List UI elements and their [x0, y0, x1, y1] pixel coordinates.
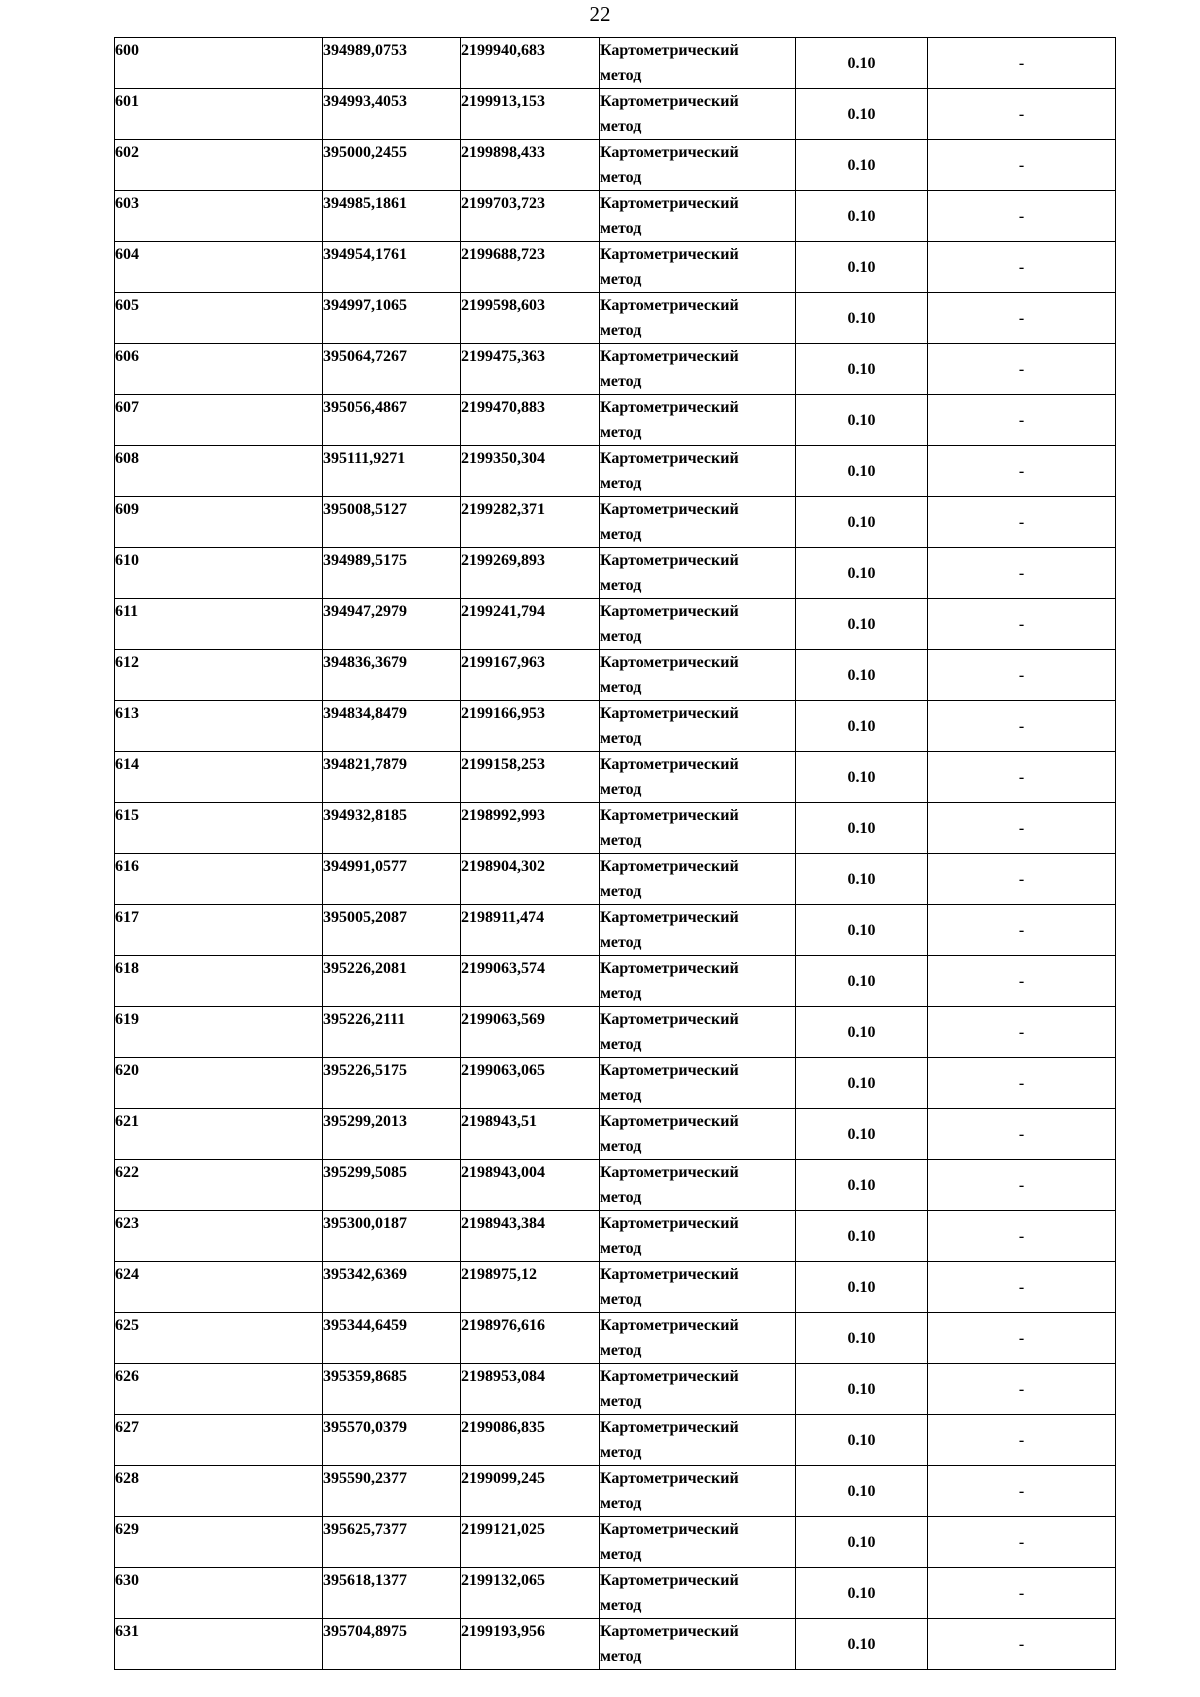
method-label-line1: Картометрический: [600, 246, 739, 263]
point-number-cell: 606: [115, 344, 323, 395]
method-cell: [600, 1517, 796, 1568]
x-coordinate-cell: 395056,4867: [323, 395, 461, 446]
note-cell: -: [928, 140, 1116, 191]
method-label-line1: Картометрический: [600, 348, 739, 365]
note-cell: -: [928, 854, 1116, 905]
accuracy-cell: 0.10: [796, 905, 928, 956]
accuracy-cell: 0.10: [796, 191, 928, 242]
y-coordinate-cell: 2198975,12: [461, 1262, 600, 1313]
method-label-line2: метод: [600, 781, 642, 798]
method-label-line2: метод: [600, 1189, 642, 1206]
method-label-line2: метод: [600, 271, 642, 288]
method-cell: [600, 446, 796, 497]
method-label-line2: метод: [600, 1342, 642, 1359]
table-row: [115, 344, 1116, 395]
method-cell: [600, 1262, 796, 1313]
method-label-line2: метод: [600, 883, 642, 900]
table-row: [115, 956, 1116, 1007]
method-label-line2: метод: [600, 1546, 642, 1563]
point-number-cell: 623: [115, 1211, 323, 1262]
method-label-line2: метод: [600, 322, 642, 339]
y-coordinate-cell: 2199099,245: [461, 1466, 600, 1517]
table-row: [115, 1517, 1116, 1568]
table-row: [115, 1109, 1116, 1160]
note-cell: -: [928, 293, 1116, 344]
y-coordinate-cell: 2199703,723: [461, 191, 600, 242]
accuracy-cell: 0.10: [796, 1415, 928, 1466]
accuracy-cell: 0.10: [796, 752, 928, 803]
x-coordinate-cell: 394989,5175: [323, 548, 461, 599]
x-coordinate-cell: 395008,5127: [323, 497, 461, 548]
point-number-cell: 608: [115, 446, 323, 497]
y-coordinate-cell: 2199475,363: [461, 344, 600, 395]
table-row: [115, 650, 1116, 701]
x-coordinate-cell: 395618,1377: [323, 1568, 461, 1619]
x-coordinate-cell: 395704,8975: [323, 1619, 461, 1670]
accuracy-cell: 0.10: [796, 1211, 928, 1262]
point-number-cell: 617: [115, 905, 323, 956]
note-cell: -: [928, 1007, 1116, 1058]
y-coordinate-cell: 2199166,953: [461, 701, 600, 752]
method-label-line2: метод: [600, 1648, 642, 1665]
method-label-line2: метод: [600, 730, 642, 747]
point-number-cell: 629: [115, 1517, 323, 1568]
point-number-cell: 602: [115, 140, 323, 191]
y-coordinate-cell: 2199167,963: [461, 650, 600, 701]
note-cell: -: [928, 89, 1116, 140]
accuracy-cell: 0.10: [796, 1007, 928, 1058]
accuracy-cell: 0.10: [796, 1313, 928, 1364]
method-label-line2: метод: [600, 577, 642, 594]
method-cell: [600, 89, 796, 140]
note-cell: -: [928, 38, 1116, 89]
method-label-line1: Картометрический: [600, 1470, 739, 1487]
x-coordinate-cell: 395590,2377: [323, 1466, 461, 1517]
method-cell: [600, 650, 796, 701]
coordinates-table-body: [115, 38, 1116, 1670]
x-coordinate-cell: 394991,0577: [323, 854, 461, 905]
method-cell: [600, 1619, 796, 1670]
method-label-line2: метод: [600, 1597, 642, 1614]
table-row: [115, 497, 1116, 548]
method-label-line2: метод: [600, 118, 642, 135]
table-row: [115, 1262, 1116, 1313]
method-cell: [600, 956, 796, 1007]
table-row: [115, 1058, 1116, 1109]
table-row: [115, 752, 1116, 803]
accuracy-cell: 0.10: [796, 293, 928, 344]
method-label-line1: Картометрический: [600, 1419, 739, 1436]
accuracy-cell: 0.10: [796, 242, 928, 293]
x-coordinate-cell: 395342,6369: [323, 1262, 461, 1313]
x-coordinate-cell: 394989,0753: [323, 38, 461, 89]
table-row: [115, 446, 1116, 497]
y-coordinate-cell: 2199132,065: [461, 1568, 600, 1619]
point-number-cell: 624: [115, 1262, 323, 1313]
note-cell: -: [928, 650, 1116, 701]
point-number-cell: 630: [115, 1568, 323, 1619]
method-label-line1: Картометрический: [600, 1572, 739, 1589]
point-number-cell: 625: [115, 1313, 323, 1364]
x-coordinate-cell: 395226,2111: [323, 1007, 461, 1058]
point-number-cell: 604: [115, 242, 323, 293]
point-number-cell: 620: [115, 1058, 323, 1109]
method-cell: [600, 1058, 796, 1109]
method-cell: [600, 701, 796, 752]
y-coordinate-cell: 2198992,993: [461, 803, 600, 854]
method-label-line1: Картометрический: [600, 1062, 739, 1079]
y-coordinate-cell: 2199193,956: [461, 1619, 600, 1670]
table-row: [115, 1313, 1116, 1364]
x-coordinate-cell: 394821,7879: [323, 752, 461, 803]
point-number-cell: 600: [115, 38, 323, 89]
y-coordinate-cell: 2198904,302: [461, 854, 600, 905]
accuracy-cell: 0.10: [796, 701, 928, 752]
method-label-line2: метод: [600, 1393, 642, 1410]
point-number-cell: 603: [115, 191, 323, 242]
method-label-line1: Картометрический: [600, 807, 739, 824]
accuracy-cell: 0.10: [796, 1466, 928, 1517]
point-number-cell: 622: [115, 1160, 323, 1211]
method-label-line2: метод: [600, 526, 642, 543]
accuracy-cell: 0.10: [796, 1517, 928, 1568]
accuracy-cell: 0.10: [796, 599, 928, 650]
table-row: [115, 242, 1116, 293]
method-cell: [600, 1160, 796, 1211]
y-coordinate-cell: 2199350,304: [461, 446, 600, 497]
accuracy-cell: 0.10: [796, 1619, 928, 1670]
table-row: [115, 1619, 1116, 1670]
method-cell: [600, 1211, 796, 1262]
x-coordinate-cell: 394947,2979: [323, 599, 461, 650]
method-label-line2: метод: [600, 679, 642, 696]
x-coordinate-cell: 394836,3679: [323, 650, 461, 701]
note-cell: -: [928, 1517, 1116, 1568]
method-label-line2: метод: [600, 1087, 642, 1104]
x-coordinate-cell: 394993,4053: [323, 89, 461, 140]
table-row: [115, 803, 1116, 854]
x-coordinate-cell: 394834,8479: [323, 701, 461, 752]
point-number-cell: 614: [115, 752, 323, 803]
method-label-line1: Картометрический: [600, 705, 739, 722]
table-row: [115, 1364, 1116, 1415]
method-label-line1: Картометрический: [600, 450, 739, 467]
table-row: [115, 395, 1116, 446]
x-coordinate-cell: 394997,1065: [323, 293, 461, 344]
method-cell: [600, 1109, 796, 1160]
y-coordinate-cell: 2199063,574: [461, 956, 600, 1007]
table-row: [115, 1415, 1116, 1466]
method-label-line1: Картометрический: [600, 399, 739, 416]
y-coordinate-cell: 2199940,683: [461, 38, 600, 89]
table-row: [115, 1007, 1116, 1058]
note-cell: -: [928, 1058, 1116, 1109]
accuracy-cell: 0.10: [796, 38, 928, 89]
method-label-line2: метод: [600, 985, 642, 1002]
method-label-line1: Картометрический: [600, 1164, 739, 1181]
accuracy-cell: 0.10: [796, 446, 928, 497]
method-label-line2: метод: [600, 1138, 642, 1155]
accuracy-cell: 0.10: [796, 854, 928, 905]
coordinates-table: [114, 37, 1116, 1670]
method-cell: [600, 1466, 796, 1517]
accuracy-cell: 0.10: [796, 1568, 928, 1619]
accuracy-cell: 0.10: [796, 1364, 928, 1415]
table-row: [115, 191, 1116, 242]
note-cell: -: [928, 344, 1116, 395]
y-coordinate-cell: 2199598,603: [461, 293, 600, 344]
method-label-line1: Картометрический: [600, 195, 739, 212]
method-cell: [600, 395, 796, 446]
method-cell: [600, 752, 796, 803]
point-number-cell: 610: [115, 548, 323, 599]
table-row: [115, 1568, 1116, 1619]
note-cell: -: [928, 599, 1116, 650]
accuracy-cell: 0.10: [796, 803, 928, 854]
method-label-line2: метод: [600, 169, 642, 186]
accuracy-cell: 0.10: [796, 344, 928, 395]
method-cell: [600, 242, 796, 293]
x-coordinate-cell: 395226,5175: [323, 1058, 461, 1109]
y-coordinate-cell: 2199158,253: [461, 752, 600, 803]
note-cell: -: [928, 1211, 1116, 1262]
point-number-cell: 613: [115, 701, 323, 752]
note-cell: -: [928, 1160, 1116, 1211]
point-number-cell: 616: [115, 854, 323, 905]
y-coordinate-cell: 2198943,384: [461, 1211, 600, 1262]
x-coordinate-cell: 394954,1761: [323, 242, 461, 293]
table-row: [115, 1466, 1116, 1517]
page-number: 22: [589, 2, 611, 26]
note-cell: -: [928, 446, 1116, 497]
x-coordinate-cell: 395005,2087: [323, 905, 461, 956]
method-label-line1: Картометрический: [600, 501, 739, 518]
method-label-line2: метод: [600, 628, 642, 645]
note-cell: -: [928, 1415, 1116, 1466]
note-cell: -: [928, 548, 1116, 599]
method-label-line2: метод: [600, 475, 642, 492]
method-label-line2: метод: [600, 1240, 642, 1257]
method-label-line1: Картометрический: [600, 42, 739, 59]
method-cell: [600, 905, 796, 956]
point-number-cell: 621: [115, 1109, 323, 1160]
method-label-line1: Картометрический: [600, 1521, 739, 1538]
method-label-line2: метод: [600, 1036, 642, 1053]
accuracy-cell: 0.10: [796, 1262, 928, 1313]
table-row: [115, 905, 1116, 956]
method-label-line2: метод: [600, 934, 642, 951]
y-coordinate-cell: 2199121,025: [461, 1517, 600, 1568]
method-cell: [600, 1364, 796, 1415]
x-coordinate-cell: 395226,2081: [323, 956, 461, 1007]
point-number-cell: 605: [115, 293, 323, 344]
accuracy-cell: 0.10: [796, 1058, 928, 1109]
method-label-line2: метод: [600, 832, 642, 849]
method-label-line1: Картометрический: [600, 909, 739, 926]
x-coordinate-cell: 395344,6459: [323, 1313, 461, 1364]
table-row: [115, 701, 1116, 752]
point-number-cell: 609: [115, 497, 323, 548]
method-cell: [600, 497, 796, 548]
note-cell: -: [928, 1109, 1116, 1160]
table-row: [115, 38, 1116, 89]
accuracy-cell: 0.10: [796, 497, 928, 548]
x-coordinate-cell: 395300,0187: [323, 1211, 461, 1262]
method-cell: [600, 191, 796, 242]
table-row: [115, 854, 1116, 905]
method-label-line1: Картометрический: [600, 1623, 739, 1640]
x-coordinate-cell: 394932,8185: [323, 803, 461, 854]
y-coordinate-cell: 2198943,004: [461, 1160, 600, 1211]
x-coordinate-cell: 395064,7267: [323, 344, 461, 395]
note-cell: -: [928, 191, 1116, 242]
note-cell: -: [928, 803, 1116, 854]
method-label-line1: Картометрический: [600, 1368, 739, 1385]
method-label-line1: Картометрический: [600, 1113, 739, 1130]
method-cell: [600, 599, 796, 650]
point-number-cell: 612: [115, 650, 323, 701]
table-row: [115, 89, 1116, 140]
x-coordinate-cell: 395625,7377: [323, 1517, 461, 1568]
y-coordinate-cell: 2198953,084: [461, 1364, 600, 1415]
x-coordinate-cell: 395000,2455: [323, 140, 461, 191]
point-number-cell: 601: [115, 89, 323, 140]
method-label-line1: Картометрический: [600, 960, 739, 977]
accuracy-cell: 0.10: [796, 89, 928, 140]
x-coordinate-cell: 395111,9271: [323, 446, 461, 497]
note-cell: -: [928, 1619, 1116, 1670]
accuracy-cell: 0.10: [796, 140, 928, 191]
y-coordinate-cell: 2199241,794: [461, 599, 600, 650]
method-cell: [600, 38, 796, 89]
method-label-line2: метод: [600, 67, 642, 84]
method-label-line2: метод: [600, 1291, 642, 1308]
method-label-line1: Картометрический: [600, 1266, 739, 1283]
table-row: [115, 1160, 1116, 1211]
y-coordinate-cell: 2198943,51: [461, 1109, 600, 1160]
accuracy-cell: 0.10: [796, 395, 928, 446]
table-row: [115, 548, 1116, 599]
method-label-line1: Картометрический: [600, 144, 739, 161]
note-cell: -: [928, 497, 1116, 548]
method-cell: [600, 854, 796, 905]
method-cell: [600, 1415, 796, 1466]
x-coordinate-cell: 394985,1861: [323, 191, 461, 242]
method-cell: [600, 293, 796, 344]
table-row: [115, 140, 1116, 191]
note-cell: -: [928, 1313, 1116, 1364]
method-label-line1: Картометрический: [600, 552, 739, 569]
method-label-line1: Картометрический: [600, 654, 739, 671]
note-cell: -: [928, 1364, 1116, 1415]
point-number-cell: 607: [115, 395, 323, 446]
accuracy-cell: 0.10: [796, 1109, 928, 1160]
note-cell: -: [928, 242, 1116, 293]
table-row: [115, 599, 1116, 650]
point-number-cell: 618: [115, 956, 323, 1007]
point-number-cell: 626: [115, 1364, 323, 1415]
y-coordinate-cell: 2199898,433: [461, 140, 600, 191]
note-cell: -: [928, 1466, 1116, 1517]
x-coordinate-cell: 395299,5085: [323, 1160, 461, 1211]
method-label-line1: Картометрический: [600, 1317, 739, 1334]
note-cell: -: [928, 752, 1116, 803]
point-number-cell: 615: [115, 803, 323, 854]
table-row: [115, 1211, 1116, 1262]
method-label-line1: Картометрический: [600, 756, 739, 773]
y-coordinate-cell: 2199086,835: [461, 1415, 600, 1466]
method-cell: [600, 344, 796, 395]
accuracy-cell: 0.10: [796, 956, 928, 1007]
method-cell: [600, 548, 796, 599]
y-coordinate-cell: 2199063,569: [461, 1007, 600, 1058]
method-label-line1: Картометрический: [600, 1011, 739, 1028]
method-label-line2: метод: [600, 424, 642, 441]
x-coordinate-cell: 395570,0379: [323, 1415, 461, 1466]
table-row: [115, 293, 1116, 344]
note-cell: -: [928, 395, 1116, 446]
point-number-cell: 631: [115, 1619, 323, 1670]
method-label-line1: Картометрический: [600, 858, 739, 875]
y-coordinate-cell: 2199269,893: [461, 548, 600, 599]
note-cell: -: [928, 1262, 1116, 1313]
y-coordinate-cell: 2198976,616: [461, 1313, 600, 1364]
point-number-cell: 627: [115, 1415, 323, 1466]
accuracy-cell: 0.10: [796, 548, 928, 599]
accuracy-cell: 0.10: [796, 650, 928, 701]
point-number-cell: 611: [115, 599, 323, 650]
method-label-line1: Картометрический: [600, 1215, 739, 1232]
method-label-line2: метод: [600, 1444, 642, 1461]
point-number-cell: 619: [115, 1007, 323, 1058]
method-label-line1: Картометрический: [600, 93, 739, 110]
method-cell: [600, 1313, 796, 1364]
x-coordinate-cell: 395299,2013: [323, 1109, 461, 1160]
note-cell: -: [928, 956, 1116, 1007]
method-label-line1: Картометрический: [600, 603, 739, 620]
y-coordinate-cell: 2199063,065: [461, 1058, 600, 1109]
y-coordinate-cell: 2199688,723: [461, 242, 600, 293]
accuracy-cell: 0.10: [796, 1160, 928, 1211]
method-label-line1: Картометрический: [600, 297, 739, 314]
method-cell: [600, 1568, 796, 1619]
y-coordinate-cell: 2199282,371: [461, 497, 600, 548]
method-label-line2: метод: [600, 373, 642, 390]
y-coordinate-cell: 2199470,883: [461, 395, 600, 446]
y-coordinate-cell: 2198911,474: [461, 905, 600, 956]
method-cell: [600, 140, 796, 191]
method-label-line2: метод: [600, 220, 642, 237]
y-coordinate-cell: 2199913,153: [461, 89, 600, 140]
note-cell: -: [928, 1568, 1116, 1619]
method-cell: [600, 803, 796, 854]
method-label-line2: метод: [600, 1495, 642, 1512]
x-coordinate-cell: 395359,8685: [323, 1364, 461, 1415]
note-cell: -: [928, 701, 1116, 752]
note-cell: -: [928, 905, 1116, 956]
point-number-cell: 628: [115, 1466, 323, 1517]
method-cell: [600, 1007, 796, 1058]
